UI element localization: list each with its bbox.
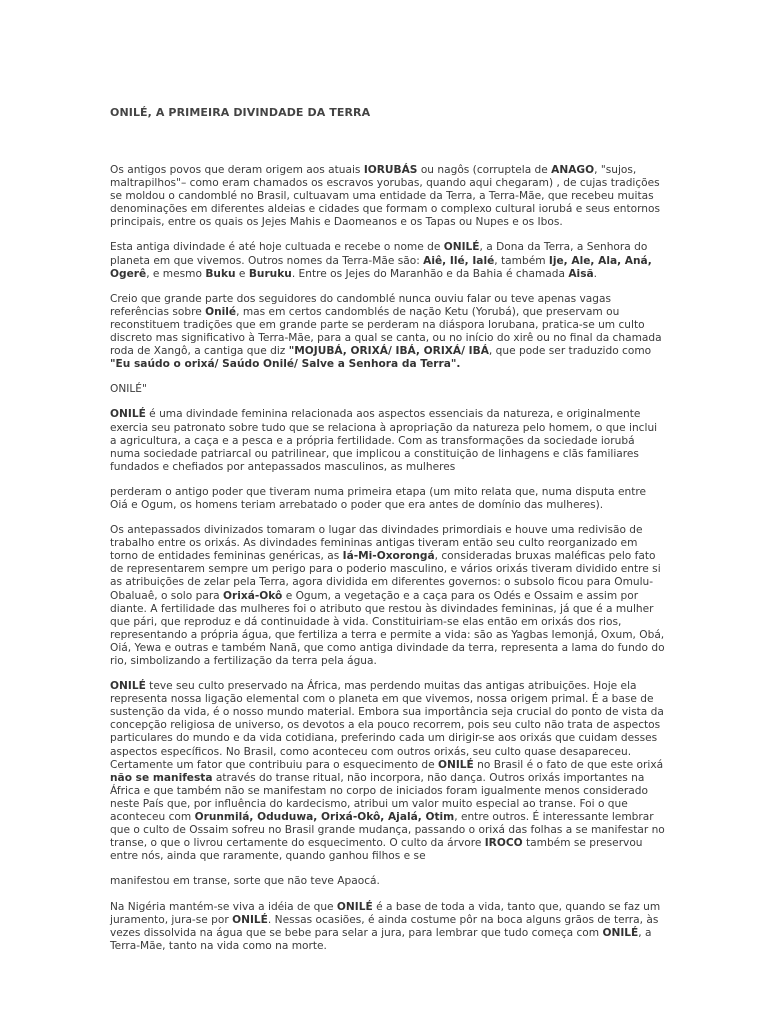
- bold-text: Iá-Mi-Oxorongá: [342, 550, 435, 563]
- bold-text: ONILÉ: [602, 926, 639, 939]
- bold-text: IORUBÁS: [363, 164, 418, 176]
- paragraph: [110, 875, 665, 888]
- bold-text: Onilé: [205, 305, 237, 318]
- text-run: , a Terra-Mãe, tanto na vida como na morte.: [110, 926, 652, 952]
- text-run: , entre outros. É interessante lembrar que o culto de Ossaim sofreu no Brasil grande mudança, passando o orixá das folhas a se manifestar no transe, o que o livrou certamente do esquecimento. O culto da árvore: [110, 811, 665, 850]
- text-run: também se preservou entre nós, ainda que raramente, quando ganhou filhos e se: [110, 837, 643, 863]
- text-run: , e mesmo: [146, 267, 206, 280]
- text-run: ou nagôs (corruptela de: [417, 164, 552, 176]
- document-body: [110, 164, 665, 965]
- text-run: e: [235, 267, 249, 280]
- bold-text: Ije, Ale, Ala, Aná, Ogerê: [110, 254, 652, 280]
- bold-text: não se manifesta: [110, 771, 213, 784]
- text-run: manifestou em transe, sorte que não teve Apaocá.: [110, 875, 380, 888]
- text-run: através do transe ritual, não incorpora, não dança. Outros orixás importantes na África e que também não se manifestam no corpo de iniciados foram igualmente menos considerado neste País que, por influência do kardecismo, atribui um valor muito especial ao transe. Foi o que aconteceu com: [110, 771, 648, 824]
- bold-text: Aiê, Ilé, Ialé: [423, 254, 495, 267]
- bold-text: Aisã: [568, 267, 594, 280]
- bold-text: IROCO: [484, 837, 523, 850]
- text-run: é uma divindade feminina relacionada aos aspectos essenciais da natureza, e originalmente exercia seu patronato sobre tudo que se relaciona à apropriação da natureza pelo homem, o que inclui a agricultura, a caça e a pesca e a própria fertilidade. Com as transformações da sociedade iorubá numa sociedade patriarcal ou patrilinear, que implicou a constituição de linhagens e clãs familiares fundados e chefiados por antepassados masculinos, as mulheres: [110, 408, 658, 473]
- text-run: perderam o antigo poder que tiveram numa primeira etapa (um mito relata que, numa disputa entre Oiá e Ogum, os homens teriam arrebatado o poder que era antes de domínio das mulheres).: [110, 485, 647, 511]
- paragraph: [110, 383, 665, 396]
- bold-text: ONILÉ: [443, 241, 480, 254]
- text-run: .: [593, 267, 598, 280]
- paragraph: [110, 486, 665, 512]
- paragraph: [110, 524, 665, 668]
- text-run: Os antepassados divinizados tomaram o lugar das divindades primordiais e houve uma redivisão de trabalho entre os orixás. As divindades femininas antigas tiveram então seu culto reorganizado em torno de entidades femininas genéricas, as: [110, 524, 643, 563]
- bold-text: Orixá-Okô: [223, 589, 283, 602]
- text-run: no Brasil é o fato de que este orixá: [473, 758, 664, 771]
- bold-text: ONILÉ: [110, 408, 146, 421]
- paragraph: [110, 241, 665, 280]
- bold-text: ONILÉ: [437, 758, 474, 771]
- text-run: Creio que grande parte dos seguidores do candomblé nunca ouviu falar ou teve apenas vagas referências sobre: [110, 292, 611, 318]
- bold-text: Buruku: [248, 267, 292, 280]
- bold-text: Buku: [205, 267, 236, 280]
- text-run: , "sujos, maltrapilhos"– como eram chamados os escravos yorubas, quando aqui chegaram) , de cujas tradições se moldou o candomblé no Brasil, cultuavam uma entidade da Terra, a Terra-Mãe, que recebeu muitas denominações em diferentes aldeias e cidades que formam o complexo cultural iorubá e seus entornos principais, entre os quais os Jejes Mahis e Daomeanos e os Tapas ou Nupes e os Ibos.: [110, 164, 660, 229]
- text-run: , mas em certos candomblés de nação Ketu (Yorubá), que preservam ou reconstituem tradições que em grande parte se perderam na diáspora Iorubana, pratica-se um culto discreto mas significativo à Terra-Mãe, para a qual se canta, ou no início do xirê ou no final da chamada roda de Xangô, a cantiga que diz: [110, 305, 662, 358]
- paragraph: [110, 680, 665, 863]
- bold-text: Orunmilá, Oduduwa, Orixá-Okô, Ajalá, Otim: [194, 811, 455, 824]
- text-run: Na Nigéria mantém-se viva a idéia de que: [110, 900, 337, 913]
- text-run: é a base de toda a vida, tanto que, quando se faz um juramento, jura-se por: [110, 900, 661, 926]
- text-run: Os antigos povos que deram origem aos atuais: [110, 164, 364, 176]
- text-run: , consideradas bruxas maléficas pelo fato de representarem sempre um perigo para o poderio masculino, e vários orixás tiveram dividido entre si as atribuições de zelar pela Terra, agora dividida em diferentes governos: o subsolo ficou para Omulu-Obaluaê, o solo para: [110, 550, 661, 602]
- text-run: e Ogum, a vegetação e a caça para os Odés e Ossaim e assim por diante. A fertilidade das mulheres foi o atributo que restou às divindades femininas, já que é a mulher que pári, que reproduz e dá continuidade à vida. Constituiriam-se elas então em orixás dos rios, representando a própria água, que fertiliza a terra e permite a vida: são as Yagbas Iemonjá, Oxum, Obá, Oiá, Yewa e outras e também Nanã, que como antiga divindade da terra, representa a lama do fundo do rio, simbolizando a fertilização da terra pela água.: [110, 589, 665, 667]
- text-run: , também: [494, 254, 549, 267]
- paragraph: [110, 164, 665, 229]
- text-run: . Entre os Jejes do Maranhão e da Bahia é chamada: [291, 267, 569, 280]
- paragraph: [110, 901, 665, 953]
- bold-text: "Eu saúdo o orixá/ Saúdo Onilé/ Salve a Senhora da Terra".: [110, 358, 461, 371]
- text-run: , que pode ser traduzido como: [488, 345, 652, 358]
- text-run: Esta antiga divindade é até hoje cultuada e recebe o nome de: [110, 241, 444, 254]
- text-run: ONILÉ": [110, 383, 147, 396]
- bold-text: ANAGO: [551, 164, 595, 176]
- bold-text: ONILÉ: [336, 900, 373, 913]
- text-run: . Nessas ocasiões, é ainda costume pôr na boca alguns grãos de terra, às vezes dissolvida na água que se bebe para selar a jura, para lembrar que tudo começa com: [110, 913, 659, 939]
- bold-text: ONILÉ: [232, 913, 268, 926]
- bold-text: ONILÉ: [110, 680, 146, 693]
- paragraph: [110, 408, 665, 473]
- document-title: ONILÉ, A PRIMEIRA DIVINDADE DA TERRA: [110, 106, 371, 119]
- text-run: , a Dona da Terra, a Senhora do planeta em que vivemos. Outros nomes da Terra-Mãe são:: [110, 241, 648, 267]
- bold-text: "MOJUBÁ, ORIXÁ/ IBÁ, ORIXÁ/ IBÁ: [288, 345, 489, 358]
- text-run: teve seu culto preservado na África, mas perdendo muitas das antigas atribuições. Hoje ela representa nossa ligação elemental com o planeta em que vivemos, nossa origem primal. É a base de sustenção da vida, é o nosso mundo material. Embora sua importância seja crucial do ponto de vista da concepção religiosa de universo, os devotos a ela pouco recorrem, pois seu culto não trata de aspectos particulares do mundo e da vida cotidiana, preferindo cada um dirigir-se aos orixás que cuidam desses aspectos específicos. No Brasil, como aconteceu com outros orixás, seu culto quase desapareceu. Certamente um fator que contribuiu para o esquecimento de: [110, 680, 664, 771]
- paragraph: [110, 293, 665, 372]
